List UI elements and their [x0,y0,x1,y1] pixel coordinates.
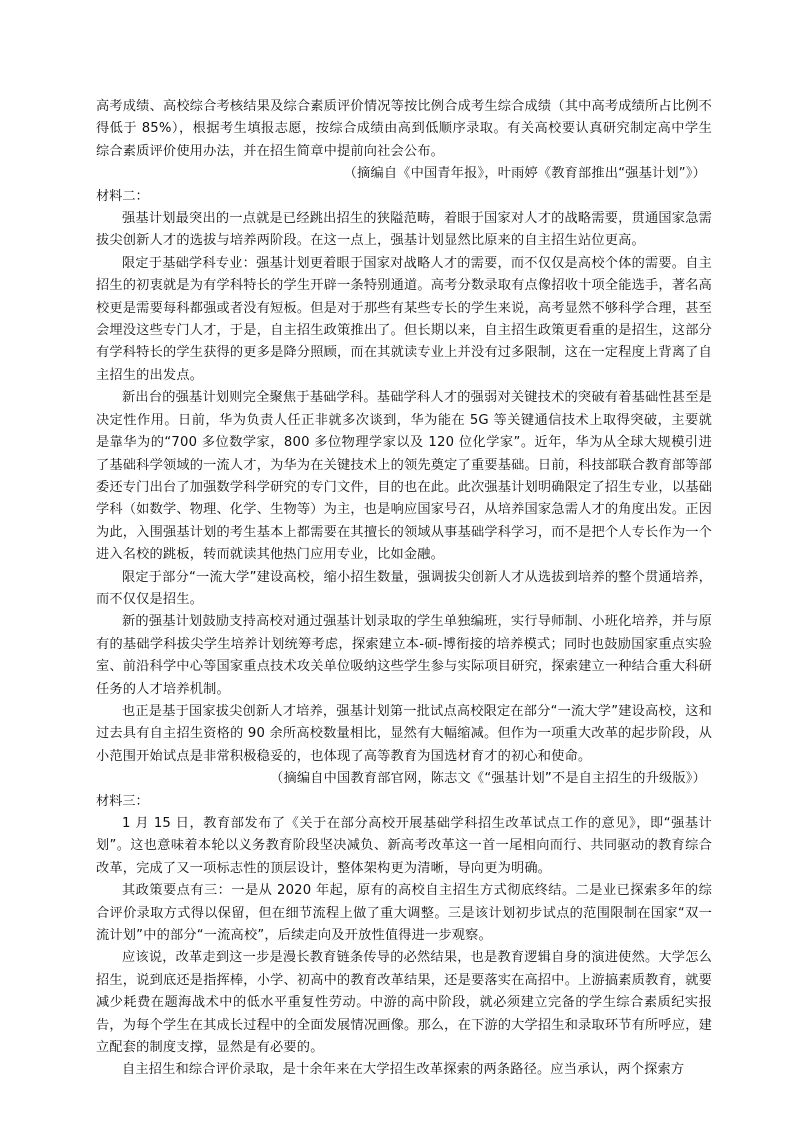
body-paragraph: 1 月 15 日，教育部发布了《关于在部分高校开展基础学科招生改革试点工作的意见》，即“强基计划”。这也意味着本轮以义务教育阶段坚决减负、新高考改革这一首一尾相向而行、共同驱动的教育综合改革，完成了又一项标志性的顶层设计，整体架构更为清晰，导向更为明确。 [96,816,712,876]
body-paragraph: 强基计划最突出的一点就是已经跳出招生的狭隘范畴，着眼于国家对人才的战略需要，贯通国家急需拔尖创新人才的选拔与培养两阶段。在这一点上，强基计划显然比原来的自主招生站位更高。 [96,211,712,249]
body-paragraph: 新的强基计划鼓励支持高校对通过强基计划录取的学生单独编班，实行导师制、小班化培养，并与原有的基础学科拔尖学生培养计划统筹考虑，探索建立本-硕-博衔接的培养模式；同时也鼓励国家重点实验室、前沿科学中心等国家重点技术攻关单位吸纳这些学生参与实际项目研究，探索建立一种结合重大科研任务的人才培养机制。 [96,614,712,697]
body-paragraph: 限定于部分“一流大学”建设高校，缩小招生数量，强调拔尖创新人才从选拔到培养的整个贯通培养，而不仅仅是招生。 [96,569,712,607]
body-paragraph: 其政策要点有三：一是从 2020 年起，原有的高校自主招生方式彻底终结。二是业已探索多年的综合评价录取方式得以保留，但在细节流程上做了重大调整。三是该计划初步试点的范围限制在国家“双一流计划”中的部分“一流高校”，后续走向及开放性值得进一步观察。 [96,883,712,944]
body-paragraph: 自主招生和综合评价录取，是十余年来在大学招生改革探索的两条路径。应当承认，两个探索方 [122,1062,685,1078]
body-paragraph: 新出台的强基计划则完全聚焦于基础学科。基础学科人才的强弱对关键技术的突破有着基础性甚至是决定性作用。日前，华为负责人任正非就多次谈到，华为能在 5G 等关键通信技术上取得突破，主要就是靠华为的“700 多位数学家，800 多位物理学家以及 120 位化学家”。近年，华为从全球大规模引进了基础科学领域的一流人才，为华为在关键技术上的领先奠定了重要基础。日前，科技部联合教育部等部委还专门出台了加强数学科学研究的专门文件，目的也在此。此次强基计划明确限定了招生专业，以基础学科（如数学、物理、化学、生物等）为主，也是响应国家号召，从培养国家急需人才的角度出发。正因为此，入围强基计划的考生基本上都需要在其擅长的领域从事基础学科学习，而不是把个人专长作为一个进入名校的跳板，转而就读其他热门应用专业，比如金融。 [96,390,712,563]
section-heading: 材料二： [96,188,149,204]
document-page [96,96,712,1082]
body-paragraph: 应该说，改革走到这一步是漫长教育链条传导的必然结果，也是教育逻辑自身的演进使然。大学怎么招生，说到底还是指挥棒，小学、初高中的教育改革结果，还是要落实在高招中。上游搞素质教育，就要减少耗费在题海战术中的低水平重复性劳动。中游的高中阶段，就必须建立完备的学生综合素质纪实报告，为每个学生在其成长过程中的全面发展情况画像。那么，在下游的大学招生和录取环节有所呼应，建立配套的制度支撑，显然是有必要的。 [96,950,712,1056]
body-paragraph: 高考成绩、高校综合考核结果及综合素质评价情况等按比例合成考生综合成绩（其中高考成绩所占比例不得低于 85%），根据考生填报志愿，按综合成绩由高到低顺序录取。有关高校要认真研究制定高中学生综合素质评价使用办法，并在招生简章中提前向社会公布。 [96,99,712,159]
body-paragraph: 限定于基础学科专业：强基计划更着眼于国家对战略人才的需要，而不仅仅是高校个体的需要。自主招生的初衷就是为有学科特长的学生开辟一条特别通道。高考分数录取有点像招收十项全能选手，著名高校更是需要每科都强或者没有短板。但是对于那些有某些专长的学生来说，高考显然不够科学合理，甚至会埋没这些专门人才，于是，自主招生政策推出了。但长期以来，自主招生政策更看重的是招生，这部分有学科特长的学生获得的更多是降分照顾，而在其就读专业上并没有过多限制，这在一定程度上背离了自主招生的出发点。 [96,255,712,383]
section-heading: 材料三： [96,793,149,809]
source-citation: （摘编自中国教育部官网，陈志文《“强基计划”不是自主招生的升级版》） [270,771,706,787]
source-citation: （摘编自《中国青年报》，叶雨婷《教育部推出“强基计划”》） [343,166,706,182]
body-paragraph: 也正是基于国家拔尖创新人才培养，强基计划第一批试点高校限定在部分“一流大学”建设高校，这和过去具有自主招生资格的 90 余所高校数量相比，显然有大幅缩减。但作为一项重大改革的起步阶段，从小范围开始试点是非常积极稳妥的，也体现了高等教育为国选材育才的初心和使命。 [96,703,712,764]
